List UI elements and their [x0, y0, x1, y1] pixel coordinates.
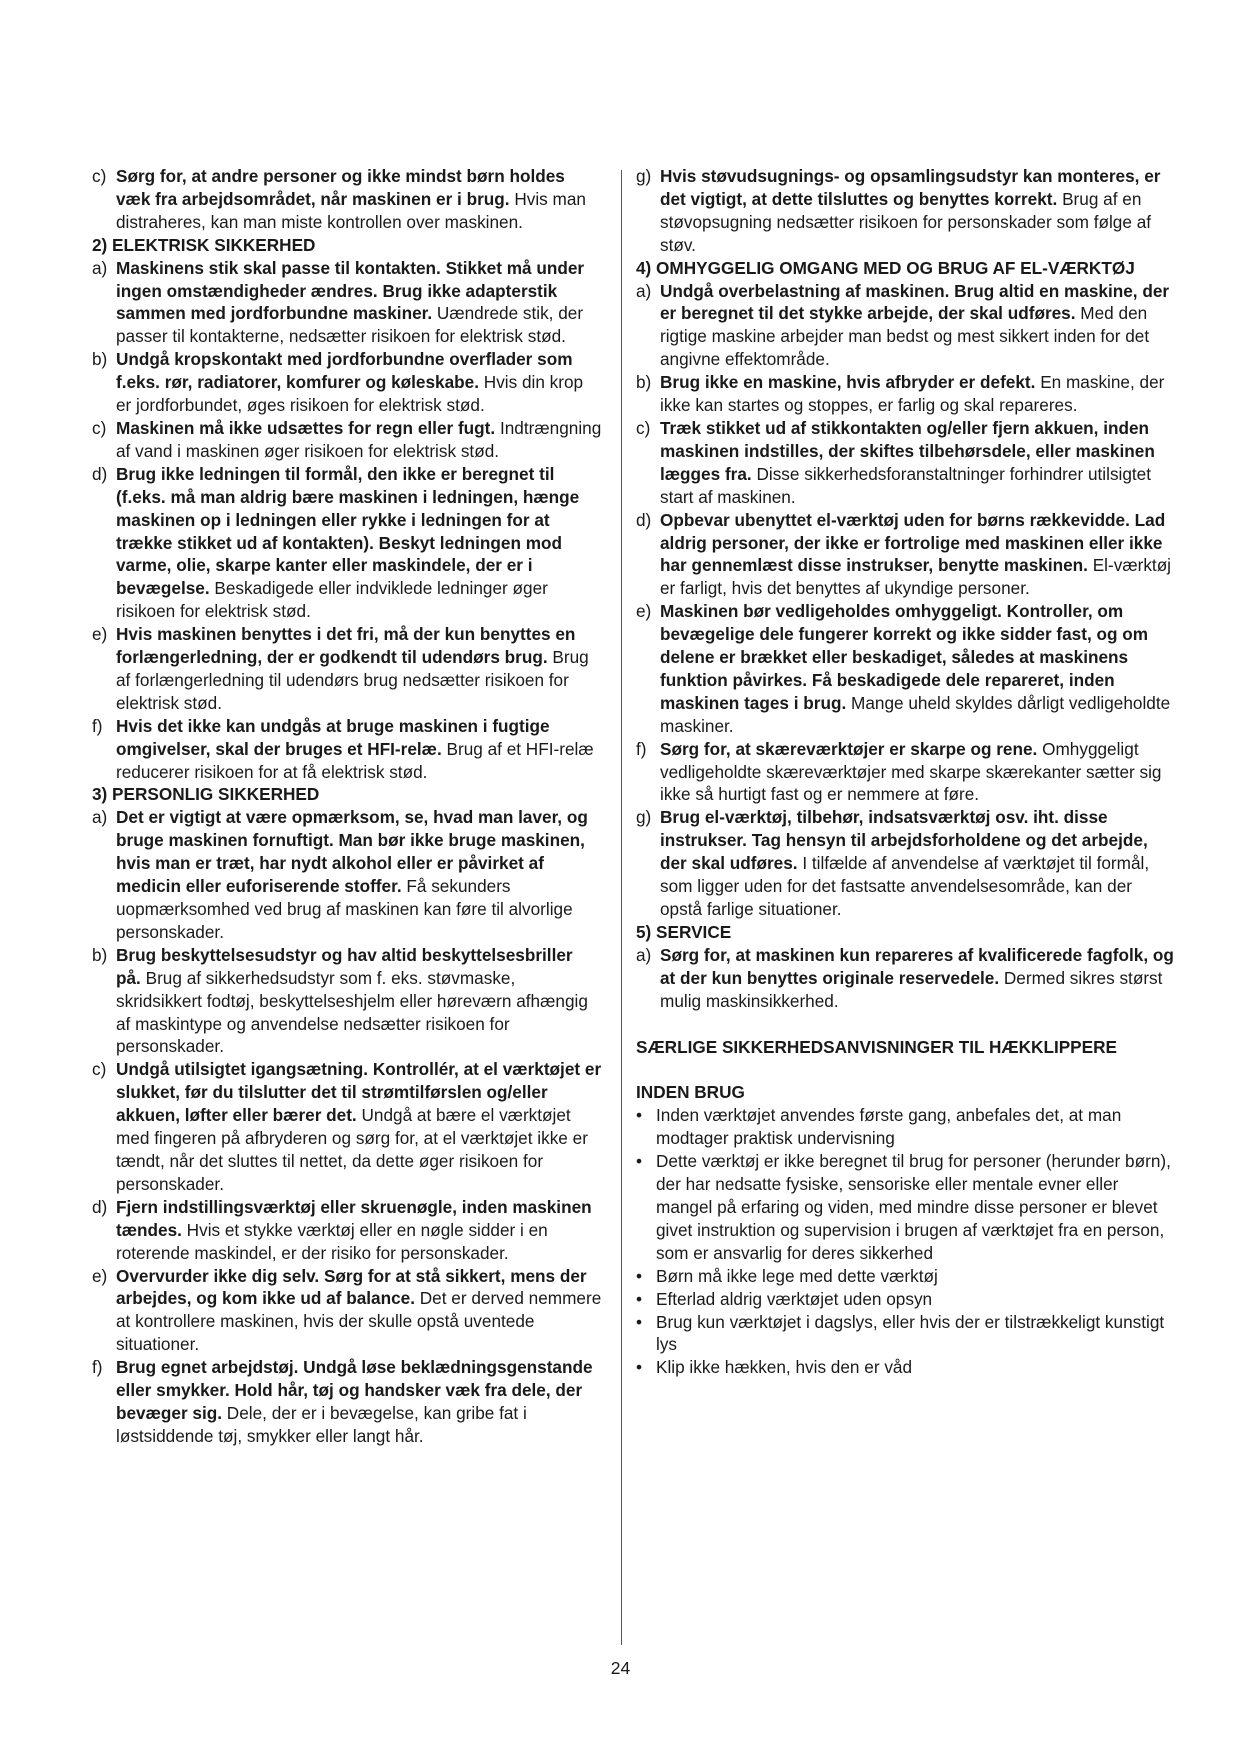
left-column	[92, 165, 602, 1448]
item-bold-text: Hvis det ikke kan undgås at bruge maskinen i fugtige omgivelser, skal der bruges et HFI-relæ.	[116, 715, 550, 759]
item-normal-text: Brug af sikkerhedsudstyr som f. eks. støvmaske, skridsikkert fodtøj, beskyttelseshjelm eller høreværn afhængig af maskintype og anvendelse nedsætter risikoen for personskader.	[116, 967, 588, 1057]
item-normal-text: Hvis din krop er jordforbundet, øges risikoen for elektrisk stød.	[116, 372, 584, 416]
item-normal-text: Med den rigtige maskine arbejder man bedst og mest sikkert inden for det angivne effektområde.	[660, 303, 1150, 370]
item-text	[116, 715, 602, 784]
item-label: b)	[92, 349, 108, 370]
item-text	[116, 1196, 602, 1265]
list-item	[636, 806, 1176, 921]
item-normal-text: Omhyggeligt vedligeholdte skæreværktøjer med skarpe skærekanter sætter sig ikke så hurtigt fast og er nemmere at føre.	[660, 738, 1162, 805]
list-item	[92, 463, 602, 623]
item-text	[660, 417, 1176, 509]
bullet-marker: •	[636, 1105, 643, 1126]
bullet-marker: •	[636, 1265, 643, 1286]
item-label: d)	[636, 509, 652, 530]
item-normal-text: Beskadigede eller indviklede ledninger øger risikoen for elektrisk stød.	[116, 578, 548, 622]
item-text	[660, 371, 1176, 417]
item-text	[656, 1311, 1176, 1357]
bullet-marker: •	[636, 1357, 643, 1378]
item-normal-text: Klip ikke hækken, hvis den er våd	[656, 1357, 913, 1378]
item-bold-text: Undgå utilsigtet igangsætning. Kontrollér, at el værktøjet er slukket, før du tilslutter det til strømtilførslen og/eller akkuen, løfter eller bærer det.	[116, 1059, 602, 1126]
list-item	[636, 280, 1176, 372]
item-normal-text: I tilfælde af anvendelse af værktøjet til formål, som ligger uden for det fastsatte anvendelsesområde, kan der opstå farlige situationer.	[660, 853, 1150, 919]
bullet-marker: •	[636, 1288, 643, 1309]
item-normal-text: En maskine, der ikke kan startes og stoppes, er farlig og skal repareres.	[660, 372, 1165, 416]
section-title: 5) SERVICE	[636, 921, 732, 942]
item-label: f)	[92, 1357, 103, 1378]
item-bold-text: Brug egnet arbejdstøj. Undgå løse beklædningsgenstande eller smykker. Hold hår, tøj og handsker væk fra dele, der bevæger sig.	[116, 1357, 593, 1423]
item-label: d)	[92, 463, 108, 484]
list-item	[636, 944, 1176, 1013]
section-heading: INDEN BRUG	[636, 1082, 745, 1103]
list-item	[92, 1356, 602, 1448]
item-text	[116, 348, 602, 417]
item-text	[656, 1356, 1176, 1379]
item-normal-text: Undgå at bære el værktøjet med fingeren på afbryderen og sørg for, at el værktøjet ikke er tændt, når det sluttes til nettet, da dette øger risikoen for personskader.	[116, 1105, 588, 1194]
list-item	[636, 738, 1176, 807]
item-normal-text: El-værktøj er farligt, hvis det benyttes af ukyndige personer.	[660, 555, 1172, 599]
bullet-item	[636, 1311, 1176, 1357]
list-item	[92, 1058, 602, 1195]
item-label: c)	[92, 166, 107, 186]
list-item	[636, 417, 1176, 509]
item-normal-text: Brug af en støvopsugning nedsætter risikoen for personskader som følge af støv.	[660, 188, 1152, 255]
item-normal-text: Dele, der er i bevægelse, kan gribe fat i løstsiddende tøj, smykker eller langt hår.	[116, 1402, 527, 1446]
item-normal-text: Dette værktøj er ikke beregnet til brug for personer (herunder børn), der har nedsatte fysiske, sensoriske eller mentale evner eller mangel på erfaring og viden, med mindre disse personer er blevet givet instruktion og supervision i brugen af værktøjet fra en person, som er ansvarlig for deres sikkerhed	[656, 1151, 1171, 1263]
list-item	[92, 806, 602, 943]
list-item	[92, 623, 602, 715]
item-bold-text: Brug el-værktøj, tilbehør, indsatsværktøj osv. iht. disse instrukser. Tag hensyn til arbejdsforholdene og det arbejde, der skal udføres.	[660, 807, 1148, 874]
item-text	[660, 944, 1176, 1013]
list-item	[636, 165, 1176, 257]
item-label: a)	[92, 807, 108, 828]
list-item	[92, 944, 602, 1059]
item-text	[116, 806, 602, 943]
bullet-marker: •	[636, 1151, 643, 1172]
item-bold-text: Træk stikket ud af stikkontakten og/eller fjern akkuen, inden maskinen indstilles, der skiftes tilbehørsdele, eller maskinen lægges fra.	[660, 417, 1155, 484]
item-text	[116, 944, 602, 1059]
item-text	[116, 257, 602, 349]
item-normal-text: Mange uheld skyldes dårligt vedligeholdte maskiner.	[660, 692, 1171, 736]
list-item	[92, 1265, 602, 1357]
item-text	[116, 1356, 602, 1448]
right-column	[636, 165, 1176, 1379]
item-label: b)	[92, 944, 108, 965]
item-text	[660, 738, 1176, 807]
item-label: a)	[636, 944, 652, 965]
item-bold-text: Maskinen bør vedligeholdes omhyggeligt. Kontroller, om bevægelige dele fungerer korrekt og ikke sidder fast, og om delene er brækket eller beskadiget, således at maskinens funktion påvirkes. Få beskadigede dele repareret, inden maskinen tages i brug.	[660, 601, 1149, 713]
item-normal-text: Dermed sikres størst mulig maskinsikkerhed.	[660, 967, 1163, 1011]
item-text	[656, 1265, 1176, 1288]
item-bold-text: Undgå kropskontakt med jordforbundne overflader som f.eks. rør, radiatorer, komfurer og køleskabe.	[116, 349, 573, 393]
item-bold-text: Undgå overbelastning af maskinen. Brug altid en maskine, der er beregnet til det stykke arbejde, der skal udføres.	[660, 280, 1170, 324]
item-bold-text: Maskinen må ikke udsættes for regn eller fugt.	[116, 417, 496, 438]
item-normal-text: Det er derved nemmere at kontrollere maskinen, hvis der skulle opstå uventede situationer.	[116, 1288, 602, 1355]
page-number: 24	[610, 1658, 631, 1678]
item-text	[116, 623, 602, 715]
item-bold-text: Fjern indstillingsværktøj eller skruenøgle, inden maskinen tændes.	[116, 1196, 592, 1240]
item-text	[660, 806, 1176, 921]
item-bold-text: Brug beskyttelsesudstyr og hav altid beskyttelsesbriller på.	[116, 944, 573, 988]
item-bold-text: Sørg for, at skæreværktøjer er skarpe og rene.	[660, 738, 1038, 759]
item-label: c)	[92, 417, 107, 438]
item-normal-text: Indtrængning af vand i maskinen øger risikoen for elektrisk stød.	[116, 417, 602, 461]
list-item	[92, 165, 602, 234]
item-bold-text: Brug ikke en maskine, hvis afbryder er defekt.	[660, 372, 1036, 393]
item-bold-text: Sørg for, at andre personer og ikke mindst børn holdes væk fra arbejdsområdet, når maskinen er i brug.	[116, 166, 565, 209]
bullet-marker: •	[636, 1311, 643, 1332]
item-text	[660, 165, 1176, 257]
item-bold-text: Sørg for, at maskinen kun repareres af kvalificerede fagfolk, og at der kun benyttes originale reservedele.	[660, 944, 1174, 988]
item-normal-text: Hvis et stykke værktøj eller en nøgle sidder i en roterende maskindel, er der risiko for personskader.	[116, 1219, 548, 1263]
item-text	[116, 165, 602, 234]
item-label: e)	[636, 601, 652, 622]
item-normal-text: Hvis man distraheres, kan man miste kontrollen over maskinen.	[116, 188, 586, 232]
item-label: a)	[636, 280, 652, 301]
item-text	[656, 1104, 1176, 1150]
section-title: 3) PERSONLIG SIKKERHED	[92, 784, 320, 805]
section-title: 2) ELEKTRISK SIKKERHED	[92, 234, 316, 255]
item-bold-text: Det er vigtigt at være opmærksom, se, hvad man laver, og bruge maskinen fornuftigt. Man bør ikke bruge maskinen, hvis man er træt, har nydt alkohol eller er påvirket af medicin eller euforiserende stoffer.	[116, 807, 588, 897]
item-normal-text: Brug af forlængerledning til udendørs brug nedsætter risikoen for elektrisk stød.	[116, 647, 589, 713]
item-bold-text: Brug ikke ledningen til formål, den ikke er beregnet til (f.eks. må man aldrig bære maskinen i ledningen, hænge maskinen op i ledningen eller rykke i ledningen for at trække stikket ud af kontakten). Beskyt ledningen mod varme, olie, skarpe kanter eller maskindele, der er i bevægelse.	[116, 463, 580, 599]
list-item	[92, 348, 602, 417]
item-text	[660, 280, 1176, 372]
item-bold-text: Hvis maskinen benyttes i det fri, må der kun benyttes en forlængerledning, der er godkendt til udendørs brug.	[116, 624, 576, 668]
item-label: e)	[92, 1265, 108, 1286]
bullet-item	[636, 1288, 1176, 1311]
bullet-item	[636, 1104, 1176, 1150]
item-bold-text: Opbevar ubenyttet el-værktøj uden for børns rækkevidde. Lad aldrig personer, der ikke er fortrolige med maskinen eller ikke har gennemlæst disse instrukser, benytte maskinen.	[660, 509, 1166, 576]
list-item	[636, 600, 1176, 737]
list-item	[636, 509, 1176, 601]
item-bold-text: Overvurder ikke dig selv. Sørg for at stå sikkert, mens der arbejdes, og kom ikke ud af balance.	[116, 1265, 587, 1309]
item-bold-text: Hvis støvudsugnings- og opsamlingsudstyr kan monteres, er det vigtigt, at dette tilsluttes og benyttes korrekt.	[660, 166, 1161, 209]
item-normal-text: Børn må ikke lege med dette værktøj	[656, 1265, 938, 1286]
column-divider	[621, 170, 622, 1645]
item-normal-text: Få sekunders uopmærksomhed ved brug af maskinen kan føre til alvorlige personskader.	[116, 876, 573, 942]
item-text	[660, 600, 1176, 737]
item-text	[116, 1058, 602, 1195]
section-title: 4) OMHYGGELIG OMGANG MED OG BRUG AF EL-VÆRKTØJ	[636, 257, 1135, 278]
item-text	[116, 417, 602, 463]
item-normal-text: Efterlad aldrig værktøjet uden opsyn	[656, 1288, 933, 1309]
bullet-item	[636, 1356, 1176, 1379]
list-item	[92, 257, 602, 349]
item-text	[656, 1288, 1176, 1311]
item-normal-text: Uændrede stik, der passer til kontakterne, nedsætter risikoen for elektrisk stød.	[116, 303, 584, 347]
item-label: g)	[636, 166, 652, 186]
item-text	[116, 463, 602, 623]
item-label: e)	[92, 624, 108, 645]
item-normal-text: Brug af et HFI-relæ reducerer risikoen for at få elektrisk stød.	[116, 738, 594, 782]
item-label: g)	[636, 807, 652, 828]
item-label: b)	[636, 372, 652, 393]
section-heading: SÆRLIGE SIKKERHEDSANVISNINGER TIL HÆKKLIPPERE	[636, 1036, 1117, 1057]
item-label: c)	[636, 417, 651, 438]
list-item	[92, 417, 602, 463]
item-normal-text: Brug kun værktøjet i dagslys, eller hvis der er tilstrækkeligt kunstigt lys	[656, 1311, 1165, 1355]
item-text	[116, 1265, 602, 1357]
list-item	[92, 1196, 602, 1265]
list-item	[92, 715, 602, 784]
item-normal-text: Inden værktøjet anvendes første gang, anbefales det, at man modtager praktisk undervisning	[656, 1105, 1122, 1149]
item-text	[660, 509, 1176, 601]
item-text	[656, 1150, 1176, 1265]
item-label: f)	[92, 715, 103, 736]
list-item	[636, 371, 1176, 417]
item-label: a)	[92, 257, 108, 278]
item-label: d)	[92, 1196, 108, 1217]
item-label: c)	[92, 1059, 107, 1080]
bullet-item	[636, 1265, 1176, 1288]
item-bold-text: Maskinens stik skal passe til kontakten. Stikket må under ingen omstændigheder ændres. Brug ikke adapterstik sammen med jordforbundne maskiner.	[116, 257, 585, 324]
bullet-item	[636, 1150, 1176, 1265]
item-normal-text: Disse sikkerhedsforanstaltninger forhindrer utilsigtet start af maskinen.	[660, 463, 1152, 507]
item-label: f)	[636, 738, 647, 759]
